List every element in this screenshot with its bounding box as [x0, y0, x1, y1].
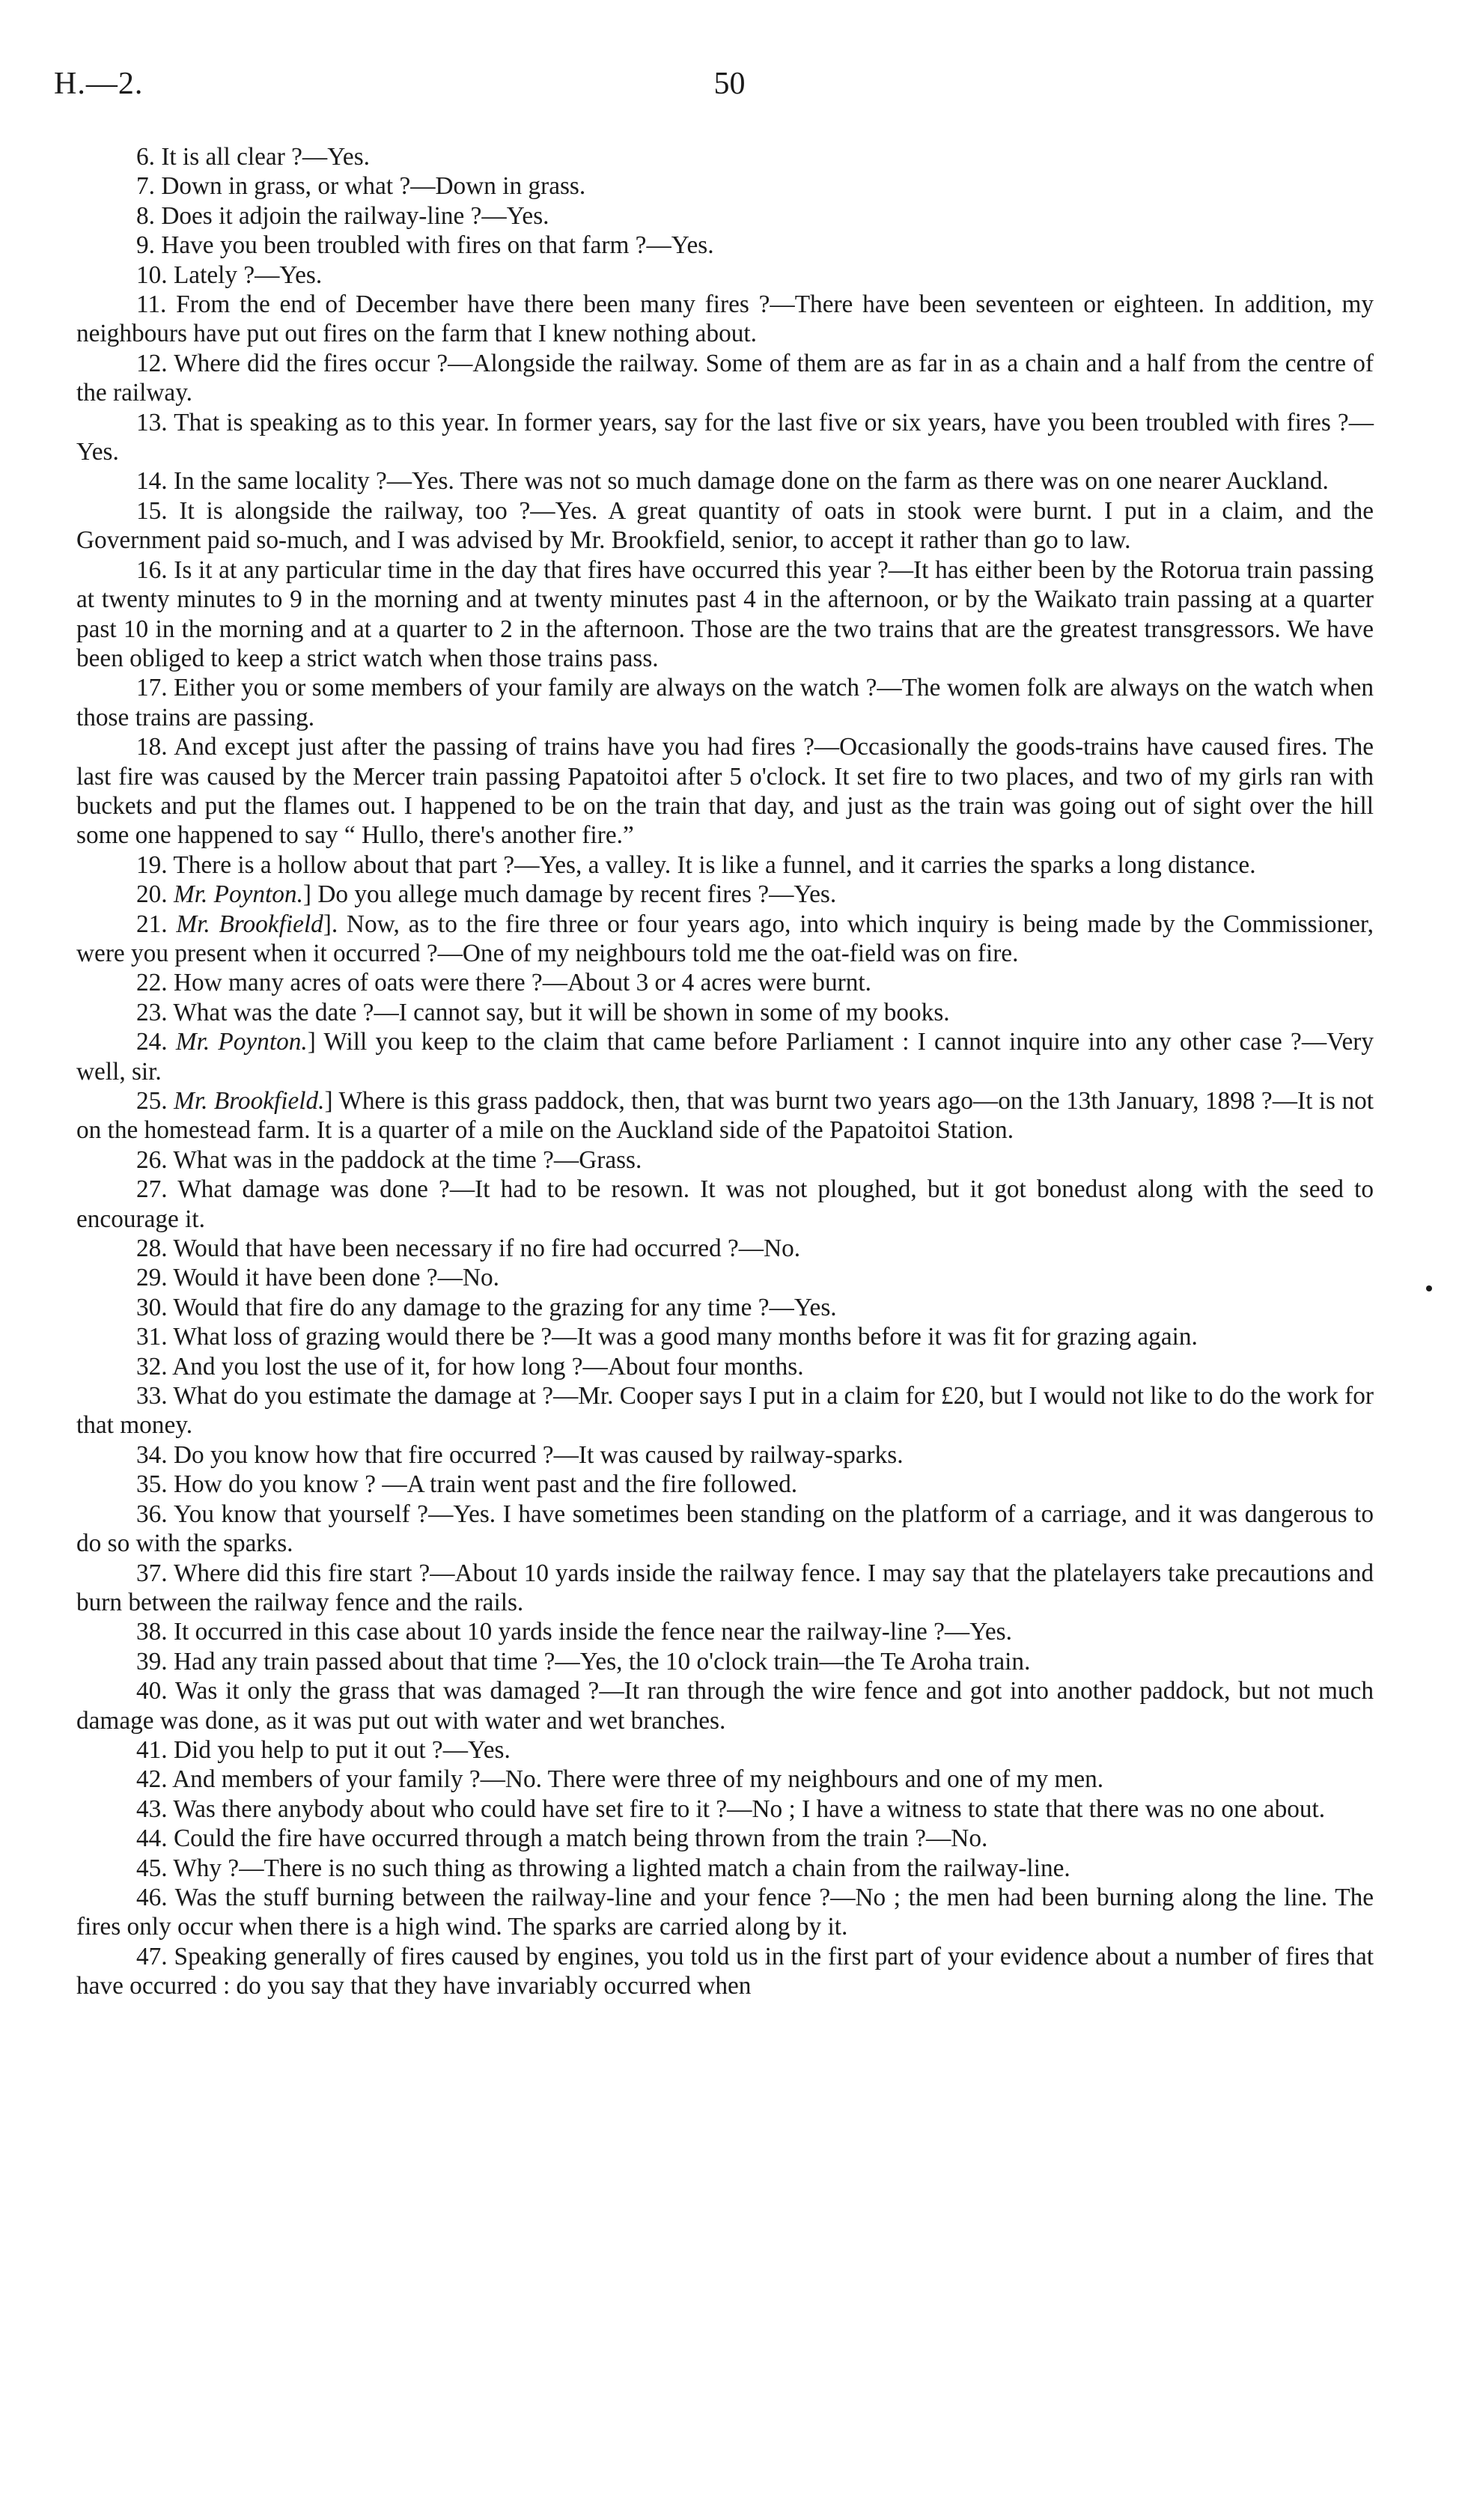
- answer-text: —Yes.: [944, 1618, 1012, 1646]
- question-text: How do you know ?: [173, 1470, 377, 1499]
- question-text: There is a hollow about that part ?: [173, 850, 515, 879]
- question-text: From the end of December have there been many fires ?: [176, 290, 770, 319]
- answer-text: —A train went past and the fire followed.: [376, 1470, 798, 1499]
- evidence-paragraph: [76, 1824, 1374, 1853]
- evidence-paragraph: [76, 1500, 1374, 1559]
- question-number: 16.: [136, 556, 168, 584]
- question-text: Does it adjoin the railway-line ?: [161, 201, 482, 230]
- evidence-paragraph: [76, 290, 1374, 349]
- question-number: 15.: [136, 496, 168, 525]
- question-text: Where is this grass paddock, then, that was burnt two years ago—on the 13th January, 1898 ?: [338, 1087, 1273, 1115]
- answer-text: —No. There were three of my neighbours and one of my men.: [480, 1765, 1104, 1794]
- answer-text: —There is no such thing as throwing a lighted match a chain from the railway-line.: [239, 1854, 1070, 1882]
- evidence-paragraph: [76, 1293, 1374, 1322]
- answer-text: —Yes. I have sometimes been standing on the platform of a carriage, and it was dangerous to do so with the sparks.: [76, 1500, 1374, 1558]
- answer-text: —There have been seventeen or eighteen. In addition, my neighbours have put out fires on the farm that I knew nothing about.: [76, 290, 1374, 348]
- question-text: Speaking generally of fires caused by engines, you told us in the first part of your evidence about a number of fires that have occurred : do you say that they have invariably occurred when: [76, 1942, 1374, 2000]
- answer-text: —Yes, a valley. It is like a funnel, and it carries the sparks a long distance.: [514, 850, 1256, 879]
- answer-text: —Yes. There was not so much damage done on the farm as there was on one nearer Auckland.: [386, 467, 1329, 496]
- question-text: And except just after the passing of trains have you had fires ?: [174, 733, 814, 761]
- question-text: Would it have been done ?: [173, 1264, 438, 1292]
- question-text: It is all clear ?: [161, 143, 302, 171]
- question-number: 33.: [136, 1382, 168, 1410]
- answer-text: —About 3 or 4 acres were burnt.: [542, 969, 871, 997]
- margin-mark: [1426, 1285, 1432, 1291]
- question-number: 32.: [136, 1352, 168, 1381]
- evidence-paragraph: [76, 1883, 1374, 1942]
- question-text: Was there anybody about who could have set fire to it ?: [173, 1795, 728, 1823]
- question-text: You know that yourself ?: [173, 1500, 429, 1528]
- question-number: 30.: [136, 1293, 168, 1321]
- evidence-paragraph: [76, 556, 1374, 674]
- question-text: Did you help to put it out ?: [173, 1735, 443, 1764]
- question-number: 20.: [136, 880, 168, 909]
- question-text: Had any train passed about that time ?: [173, 1647, 555, 1676]
- evidence-paragraph: [76, 142, 1374, 171]
- evidence-paragraph: [76, 1234, 1374, 1263]
- page-number: 50: [713, 67, 746, 101]
- evidence-paragraph: [76, 1175, 1374, 1234]
- document-reference: H.—2.: [54, 67, 144, 101]
- answer-text: —Yes, the 10 o'clock train—the Te Aroha train.: [555, 1647, 1031, 1676]
- question-text: Do you know how that fire occurred ?: [173, 1440, 554, 1469]
- question-text: Could the fire have occurred through a match being thrown from the train ?: [173, 1824, 926, 1853]
- evidence-paragraph: [76, 1559, 1374, 1618]
- answer-text: —No.: [437, 1264, 499, 1292]
- question-text: Have you been troubled with fires on that farm ?: [161, 231, 647, 260]
- evidence-paragraph: [76, 1795, 1374, 1824]
- answer-text: —Very well, sir.: [76, 1028, 1374, 1086]
- question-number: 31.: [136, 1323, 168, 1351]
- evidence-paragraph: 20. Mr. Poynton.] Do you allege much damage by recent fires ?—Yes.: [136, 880, 837, 909]
- answer-text: —It ran through the wire fence and got into another paddock, but not much damage was done, as it was put out with water and wet branches.: [76, 1677, 1374, 1735]
- evidence-paragraph: [76, 1145, 1374, 1175]
- question-number: 45.: [136, 1854, 168, 1882]
- question-text: Why ?: [173, 1854, 240, 1882]
- evidence-paragraph: [76, 850, 1374, 880]
- question-number: 27.: [136, 1175, 168, 1204]
- question-text: It is alongside the railway, too ?: [179, 496, 531, 525]
- question-text: Was the stuff burning between the railway-line and your fence ?: [174, 1883, 831, 1911]
- question-number: 21.: [136, 910, 168, 938]
- question-number: 35.: [136, 1470, 168, 1499]
- question-text: What was the date ?: [173, 998, 374, 1026]
- answer-text: —Yes.: [769, 880, 837, 909]
- question-number: 9.: [136, 231, 155, 260]
- question-number: 42.: [136, 1765, 168, 1794]
- question-text: Would that fire do any damage to the grazing for any time ?: [173, 1293, 770, 1321]
- speaker-name: Mr. Poynton.: [175, 1028, 308, 1056]
- question-number: 46.: [136, 1883, 168, 1911]
- evidence-body: [76, 142, 1374, 2001]
- answer-text: —Grass.: [553, 1145, 642, 1174]
- question-text: Would that have been necessary if no fire had occurred ?: [173, 1235, 739, 1263]
- evidence-paragraph: [76, 998, 1374, 1027]
- speaker-name: Mr. Brookfield: [176, 910, 323, 938]
- evidence-paragraph: [76, 1352, 1374, 1381]
- evidence-paragraph: [76, 261, 1374, 290]
- answer-text: —No ; the men had been burning along the line. The fires only occur when there is a high wind. The sparks are carried along by it.: [76, 1883, 1374, 1941]
- speaker-name: Mr. Brookfield.: [174, 1087, 325, 1115]
- answer-text: —Yes.: [442, 1735, 511, 1764]
- answer-text: —It had to be resown. It was not ploughed, but it got bonedust along with the seed to encourage it.: [76, 1175, 1374, 1233]
- evidence-paragraph: 24. Mr. Poynton.] Will you keep to the claim that came before Parliament : I cannot inquire into any other case ?—Very well, sir.: [76, 1028, 1374, 1086]
- evidence-paragraph: [76, 201, 1374, 231]
- evidence-paragraph: [76, 968, 1374, 997]
- evidence-paragraph: [76, 1440, 1374, 1470]
- question-number: 14.: [136, 467, 168, 496]
- evidence-paragraph: [76, 496, 1374, 556]
- question-number: 17.: [136, 674, 168, 702]
- evidence-paragraph: [76, 732, 1374, 850]
- answer-text: —Down in grass.: [410, 172, 586, 201]
- question-number: 6.: [136, 143, 155, 171]
- question-number: 40.: [136, 1677, 168, 1705]
- answer-text: —Yes.: [302, 143, 370, 171]
- answer-text: —It is not on the homestead farm. It is a quarter of a mile on the Auckland side of the Papatoitoi Station.: [76, 1087, 1374, 1145]
- question-number: 7.: [136, 172, 155, 201]
- evidence-paragraph: [76, 231, 1374, 260]
- question-number: 38.: [136, 1618, 168, 1646]
- question-number: 37.: [136, 1559, 168, 1587]
- question-number: 22.: [136, 969, 168, 997]
- answer-text: —Alongside the railway. Some of them are as far in as a chain and a half from the centre of the railway.: [76, 349, 1374, 407]
- question-text: Is it at any particular time in the day that fires have occurred this year ?: [174, 556, 889, 584]
- question-number: 19.: [136, 850, 168, 879]
- evidence-paragraph: [76, 466, 1374, 496]
- question-text: And you lost the use of it, for how long ?: [172, 1352, 583, 1381]
- answer-text: —It has either been by the Rotorua train passing at twenty minutes to 9 in the morning and at twenty minutes past 4 in the afternoon, or by the Waikato train passing at a quarter past 10 in the morning and at a quarter to 2 in the afternoon. Those are the two trains that are the greatest transgressors. We have been obliged to keep a strict watch when those trains pass.: [76, 556, 1374, 672]
- answer-text: — Yes.: [76, 408, 1374, 466]
- evidence-paragraph: [76, 1735, 1374, 1765]
- question-number: 43.: [136, 1795, 168, 1823]
- page-header: [0, 66, 1459, 118]
- question-text: What do you estimate the damage at ?: [173, 1382, 553, 1410]
- question-number: 44.: [136, 1824, 168, 1853]
- question-number: 47.: [136, 1942, 168, 1970]
- question-number: 12.: [136, 349, 168, 377]
- answer-text: —Yes.: [255, 261, 323, 289]
- evidence-paragraph: [76, 1765, 1374, 1794]
- question-number: 39.: [136, 1647, 168, 1676]
- speaker-name: Mr. Poynton.: [173, 880, 303, 909]
- question-text: . Now, as to the fire three or four years ago, into which inquiry is being made by the Commissioner, were you present when it occurred ?: [76, 910, 1374, 967]
- evidence-paragraph: 21. Mr. Brookfield]. Now, as to the fire three or four years ago, into which inquiry is being made by the Commissioner, were you present when it occurred ?—One of my neighbours told me the oat-field was on fire.: [76, 910, 1374, 967]
- evidence-paragraph: [76, 1647, 1374, 1676]
- answer-text: —Yes. A great quantity of oats in stook were burnt. I put in a claim, and the Government paid so-much, and I was advised by Mr. Brookfield, senior, to accept it rather than go to law.: [76, 496, 1374, 555]
- question-number: 34.: [136, 1440, 168, 1469]
- question-text: What loss of grazing would there be ?: [173, 1323, 552, 1351]
- answer-text: —The women folk are always on the watch when those trains are passing.: [76, 674, 1374, 731]
- answer-text: —No ; I have a witness to state that there was no one about.: [727, 1795, 1326, 1823]
- question-text: Lately ?: [173, 261, 255, 289]
- evidence-paragraph: [76, 171, 1374, 201]
- answer-text: —Yes.: [769, 1293, 837, 1321]
- answer-text: —One of my neighbours told me the oat-field was on fire.: [437, 939, 1019, 967]
- answer-text: —I cannot say, but it will be shown in some of my books.: [374, 998, 950, 1026]
- answer-text: —About four months.: [582, 1352, 804, 1381]
- answer-text: —About 10 yards inside the railway fence. I may say that the platelayers take precautions and burn between the railway fence and the rails.: [76, 1559, 1374, 1616]
- question-number: 28.: [136, 1235, 168, 1263]
- question-text: Where did this fire start ?: [173, 1559, 430, 1587]
- question-text: What was in the paddock at the time ?: [173, 1145, 554, 1174]
- question-text: And members of your family ?: [172, 1765, 481, 1794]
- evidence-paragraph: [76, 1676, 1374, 1735]
- question-text: How many acres of oats were there ?: [173, 969, 543, 997]
- evidence-paragraph: 25. Mr. Brookfield.] Where is this grass paddock, then, that was burnt two years ago—on the 13th January, 1898 ?—It is not on the homestead farm. It is a quarter of a mile on the Auckland side of the Papatoitoi Station.: [76, 1087, 1374, 1145]
- question-number: 18.: [136, 733, 168, 761]
- question-number: 11.: [136, 290, 167, 319]
- answer-text: —No.: [926, 1824, 988, 1853]
- evidence-paragraph: [76, 1942, 1374, 2001]
- question-text: Down in grass, or what ?: [161, 172, 411, 201]
- evidence-paragraph: [76, 349, 1374, 408]
- question-text: Either you or some members of your family are always on the watch ?: [174, 674, 877, 702]
- question-text: Will you keep to the claim that came before Parliament : I cannot inquire into any other case ?: [323, 1028, 1302, 1056]
- question-text: In the same locality ?: [173, 467, 387, 496]
- question-number: 8.: [136, 201, 155, 230]
- question-number: 25.: [136, 1087, 168, 1115]
- evidence-paragraph: [76, 408, 1374, 467]
- question-text: That is speaking as to this year. In former years, say for the last five or six years, have you been troubled with fires ?: [174, 408, 1349, 436]
- question-text: It occurred in this case about 10 yards inside the fence near the railway-line ?: [173, 1618, 945, 1646]
- answer-text: —Yes.: [646, 231, 714, 260]
- question-number: 26.: [136, 1145, 168, 1174]
- evidence-paragraph: [76, 1381, 1374, 1440]
- question-text: What damage was done ?: [177, 1175, 450, 1204]
- question-number: 29.: [136, 1264, 168, 1292]
- evidence-paragraph: [76, 673, 1374, 732]
- evidence-paragraph: [76, 1263, 1374, 1292]
- answer-text: —Occasionally the goods-trains have caused fires. The last fire was caused by the Mercer train passing Papatoitoi after 5 o'clock. It set fire to two places, and two of my girls ran with buckets and put the flames out. I happened to be on the train that day, and just as the train was going out of sight over the hill some one happened to say “ Hullo, there's another fire.”: [76, 733, 1374, 850]
- question-text: Do you allege much damage by recent fires ?: [317, 880, 770, 909]
- evidence-paragraph: [76, 1470, 1374, 1499]
- answer-text: —No.: [738, 1235, 801, 1263]
- answer-text: —Yes.: [481, 201, 549, 230]
- answer-text: —Mr. Cooper says I put in a claim for £20, but I would not like to do the work for that money.: [76, 1382, 1374, 1440]
- evidence-paragraph: [76, 1322, 1374, 1351]
- question-text: Was it only the grass that was damaged ?: [174, 1677, 600, 1705]
- question-number: 10.: [136, 261, 168, 289]
- evidence-paragraph: [76, 1854, 1374, 1883]
- answer-text: —It was caused by railway-sparks.: [553, 1440, 904, 1469]
- question-text: Where did the fires occur ?: [174, 349, 448, 377]
- question-number: 23.: [136, 998, 168, 1026]
- question-number: 13.: [136, 408, 168, 436]
- question-number: 24.: [136, 1028, 168, 1056]
- question-number: 36.: [136, 1500, 168, 1528]
- question-number: 41.: [136, 1735, 168, 1764]
- evidence-paragraph: [76, 1617, 1374, 1646]
- answer-text: —It was a good many months before it was fit for grazing again.: [552, 1323, 1198, 1351]
